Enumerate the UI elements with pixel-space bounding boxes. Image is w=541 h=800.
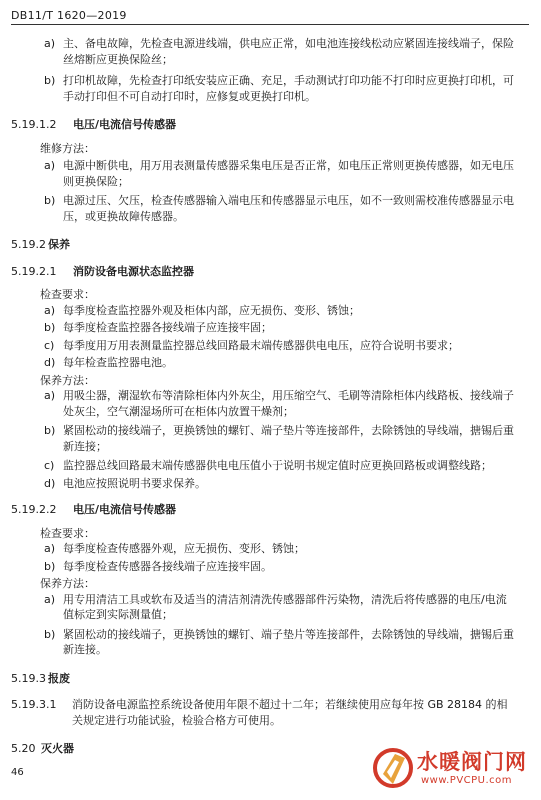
watermark-url: www.PVCPU.com (421, 775, 513, 786)
watermark-text: 水暖阀门网 (417, 750, 527, 774)
section-heading-5-19-2: 5.19.2 保养 (11, 238, 70, 251)
watermark-logo-icon (371, 744, 417, 792)
list-item: a) 电源中断供电，用万用表测量传感器采集电压是否正常，如电压正常则更换传感器，如无电压则更换保险； (44, 159, 514, 188)
section-heading-5-19-2-2: 5.19.2.2 电压/电流信号传感器 (11, 503, 177, 516)
list-item: b) 紧固松动的接线端子，更换锈蚀的螺钉、端子垫片等连接部件，去除锈蚀的导线端，搪锡后重新连接； (44, 424, 514, 453)
document-code: DB11/T 1620—2019 (11, 9, 127, 22)
section-heading-5-19-1-2: 5.19.1.2 电压/电流信号传感器 (11, 118, 177, 131)
list-item: d) 每年检查监控器电池。 (44, 356, 173, 369)
section-intro: 检查要求： (40, 526, 95, 540)
section-intro: 保养方法： (40, 577, 95, 590)
list-item: a) 主、备电故障，先检查电源进线端，供电应正常，如电池连接线松动应紧固连接线端子，保险丝熔断应更换保险丝； (44, 37, 514, 66)
section-heading-5-20: 5.20 灭火器 (11, 742, 74, 755)
list-item: c) 每季度用万用表测量监控器总线回路最末端传感器供电电压，应符合说明书要求； (44, 338, 459, 352)
section-intro: 维修方法： (40, 141, 95, 155)
clause-5-19-3-1: 5.19.3.1 消防设备电源监控系统设备使用年限不超过十二年；若继续使用应每年按 GB 28184 的相关规定进行功能试验，检验合格方可使用。 (11, 698, 508, 727)
page-number: 46 (11, 767, 24, 778)
section-intro: 检查要求： (40, 288, 95, 301)
watermark (371, 742, 531, 794)
section-heading-5-19-3: 5.19.3 报废 (11, 671, 70, 685)
list-item: b) 电源过压、欠压，检查传感器输入端电压和传感器显示电压，如不一致则需校准传感器显示电压，或更换故障传感器。 (44, 194, 514, 223)
list-item: a) 用专用清洁工具或软布及适当的清洁剂清洗传感器部件污染物，清洗后将传感器的电压/电流值标定到实际测量值； (44, 592, 507, 621)
list-item: a) 每季度检查传感器外观，应无损伤、变形、锈蚀； (44, 542, 305, 555)
list-item: a) 用吸尘器，潮湿软布等清除柜体内外灰尘，用压缩空气、毛刷等清除柜体内线路板、接线端子处灰尘，空气潮湿场所可在柜体内放置干燥剂； (44, 389, 514, 418)
section-heading-5-19-2-1: 5.19.2.1 消防设备电源状态监控器 (11, 264, 194, 278)
list-item: b) 每季度检查传感器各接线端子应连接牢固。 (44, 559, 272, 573)
list-item: d) 电池应按照说明书要求保养。 (44, 476, 206, 490)
page-content (0, 36, 541, 757)
list-item: c) 监控器总线回路最末端传感器供电电压值小于说明书规定值时应更换回路板或调整线路； (44, 459, 492, 472)
list-item: b) 每季度检查监控器各接线端子应连接牢固； (44, 321, 272, 334)
header-rule (11, 24, 529, 25)
section-intro: 保养方法： (40, 373, 95, 387)
list-item: b) 打印机故障，先检查打印纸安装应正确、充足，手动测试打印功能不打印时应更换打印机，可手动打印但不可自动打印时，应修复或更换打印机。 (44, 74, 514, 103)
list-item: a) 每季度检查监控器外观及柜体内部，应无损伤、变形、锈蚀； (44, 303, 360, 317)
list-item: b) 紧固松动的接线端子，更换锈蚀的螺钉、端子垫片等连接部件，去除锈蚀的导线端，搪锡后重新连接。 (44, 627, 514, 656)
